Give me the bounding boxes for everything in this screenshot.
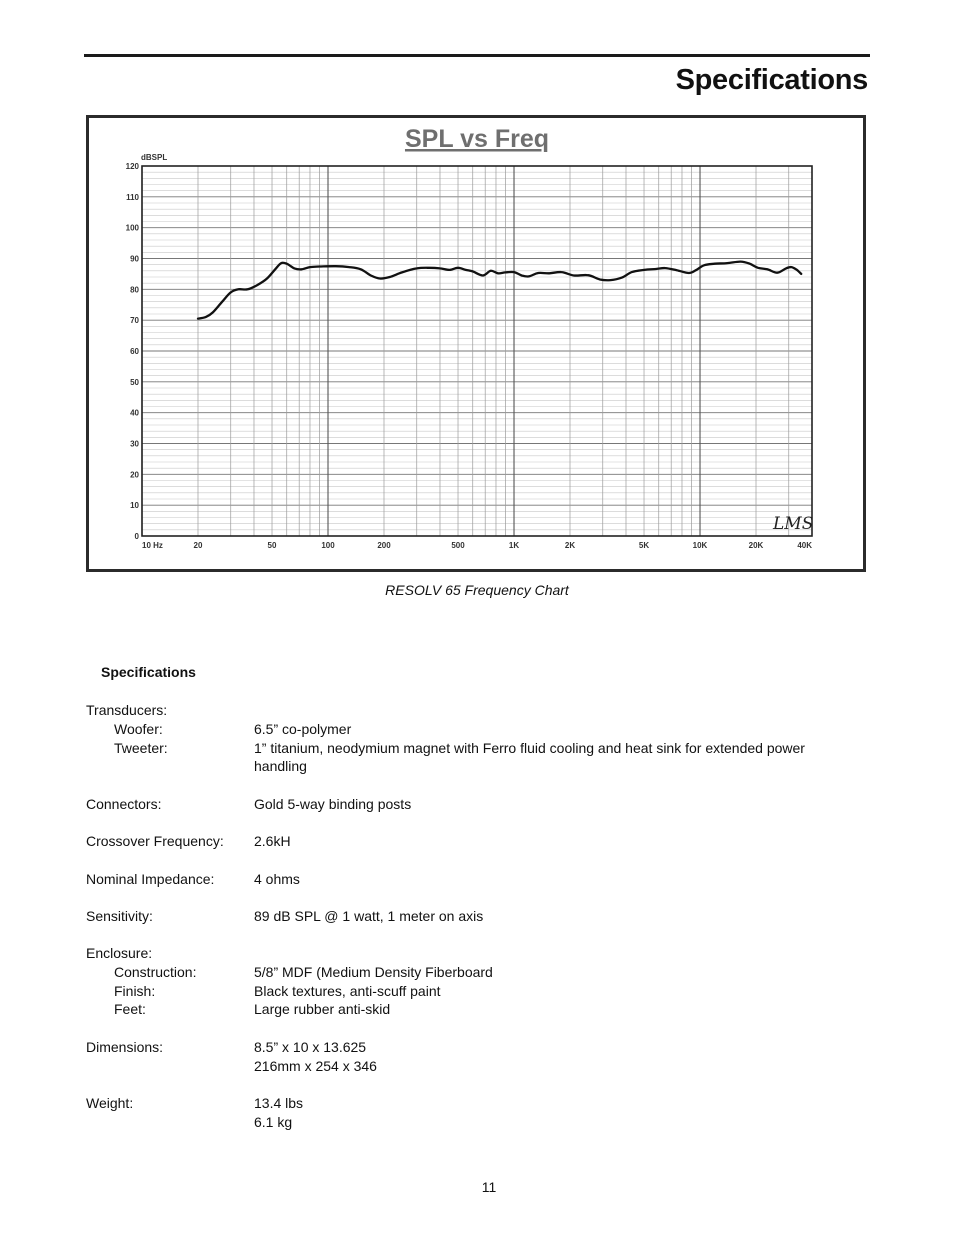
dimensions-value-line2: 216mm x 254 x 346 (254, 1058, 377, 1074)
y-tick-label: 20 (130, 470, 139, 480)
x-axis-ticks (142, 541, 812, 550)
chart-caption: RESOLV 65 Frequency Chart (385, 582, 569, 598)
dimensions-value-line1: 8.5” x 10 x 13.625 (254, 1039, 367, 1055)
weight-value-line2: 6.1 kg (254, 1114, 293, 1130)
y-tick-label: 30 (130, 439, 139, 449)
chart-grid (142, 166, 812, 536)
x-tick-label: 20K (748, 541, 764, 550)
x-tick-label: 5K (638, 541, 650, 550)
y-axis-ticks (126, 162, 140, 541)
x-tick-label: 500 (451, 541, 465, 550)
dimensions-label: Dimensions: (86, 1039, 164, 1055)
spl-frequency-chart (86, 115, 866, 572)
x-tick-label: 20 (193, 541, 203, 550)
y-tick-label: 100 (125, 223, 139, 233)
chart-canvas (89, 118, 863, 569)
y-tick-label: 60 (130, 347, 139, 356)
y-tick-label: 50 (130, 377, 139, 387)
x-tick-label: 50 (267, 541, 277, 550)
y-tick-label: 120 (125, 162, 139, 171)
spec-section-heading: Specifications (101, 664, 196, 680)
woofer-label: Woofer: (114, 721, 163, 737)
y-tick-label: 70 (130, 316, 139, 326)
x-tick-label: 100 (321, 541, 335, 550)
x-tick-label: 40K (797, 541, 812, 550)
enclosure-label: Enclosure: (86, 945, 153, 961)
transducers-label: Transducers: (86, 702, 168, 718)
construction-label: Construction: (114, 964, 197, 980)
weight-label: Weight: (86, 1095, 134, 1111)
x-tick-label: 10K (692, 541, 708, 550)
page-title: Specifications (675, 64, 868, 96)
sensitivity-label: Sensitivity: (86, 908, 153, 924)
y-tick-label: 80 (130, 285, 139, 295)
header-rule (84, 54, 870, 57)
y-tick-label: 0 (134, 532, 139, 541)
tweeter-value-line1: 1” titanium, neodymium magnet with Ferro fluid cooling and heat sink for extended power (254, 740, 805, 756)
connectors-value: Gold 5-way binding posts (254, 796, 412, 812)
spl-response-line (198, 262, 801, 319)
crossover-value: 2.6kH (254, 833, 291, 849)
finish-value: Black textures, anti-scuff paint (254, 983, 441, 999)
feet-value: Large rubber anti-skid (254, 1001, 391, 1017)
sensitivity-value: 89 dB SPL @ 1 watt, 1 meter on axis (254, 908, 484, 924)
y-axis-label: dBSPL (141, 153, 168, 162)
x-tick-label: 200 (377, 541, 391, 550)
finish-label: Finish: (114, 983, 156, 999)
lms-signature: LMS (773, 514, 814, 534)
x-tick-label: 1K (508, 541, 520, 550)
tweeter-label: Tweeter: (114, 740, 168, 756)
y-tick-label: 10 (130, 501, 139, 511)
chart-title: SPL vs Freq (404, 125, 550, 153)
impedance-label: Nominal Impedance: (86, 871, 215, 887)
impedance-value: 4 ohms (254, 871, 300, 887)
weight-value-line1: 13.4 lbs (254, 1095, 304, 1111)
y-tick-label: 110 (126, 192, 139, 202)
x-tick-label: 10 Hz (142, 541, 163, 550)
page-number: 11 (481, 1179, 497, 1195)
y-tick-label: 40 (130, 408, 139, 418)
tweeter-value-line2: handling (254, 758, 307, 774)
connectors-label: Connectors: (86, 796, 162, 812)
feet-label: Feet: (114, 1001, 146, 1017)
woofer-value: 6.5” co-polymer (254, 721, 352, 737)
x-tick-label: 2K (564, 541, 576, 550)
crossover-label: Crossover Frequency: (86, 833, 224, 849)
y-tick-label: 90 (130, 254, 139, 264)
construction-value: 5/8” MDF (Medium Density Fiberboard (254, 964, 493, 980)
